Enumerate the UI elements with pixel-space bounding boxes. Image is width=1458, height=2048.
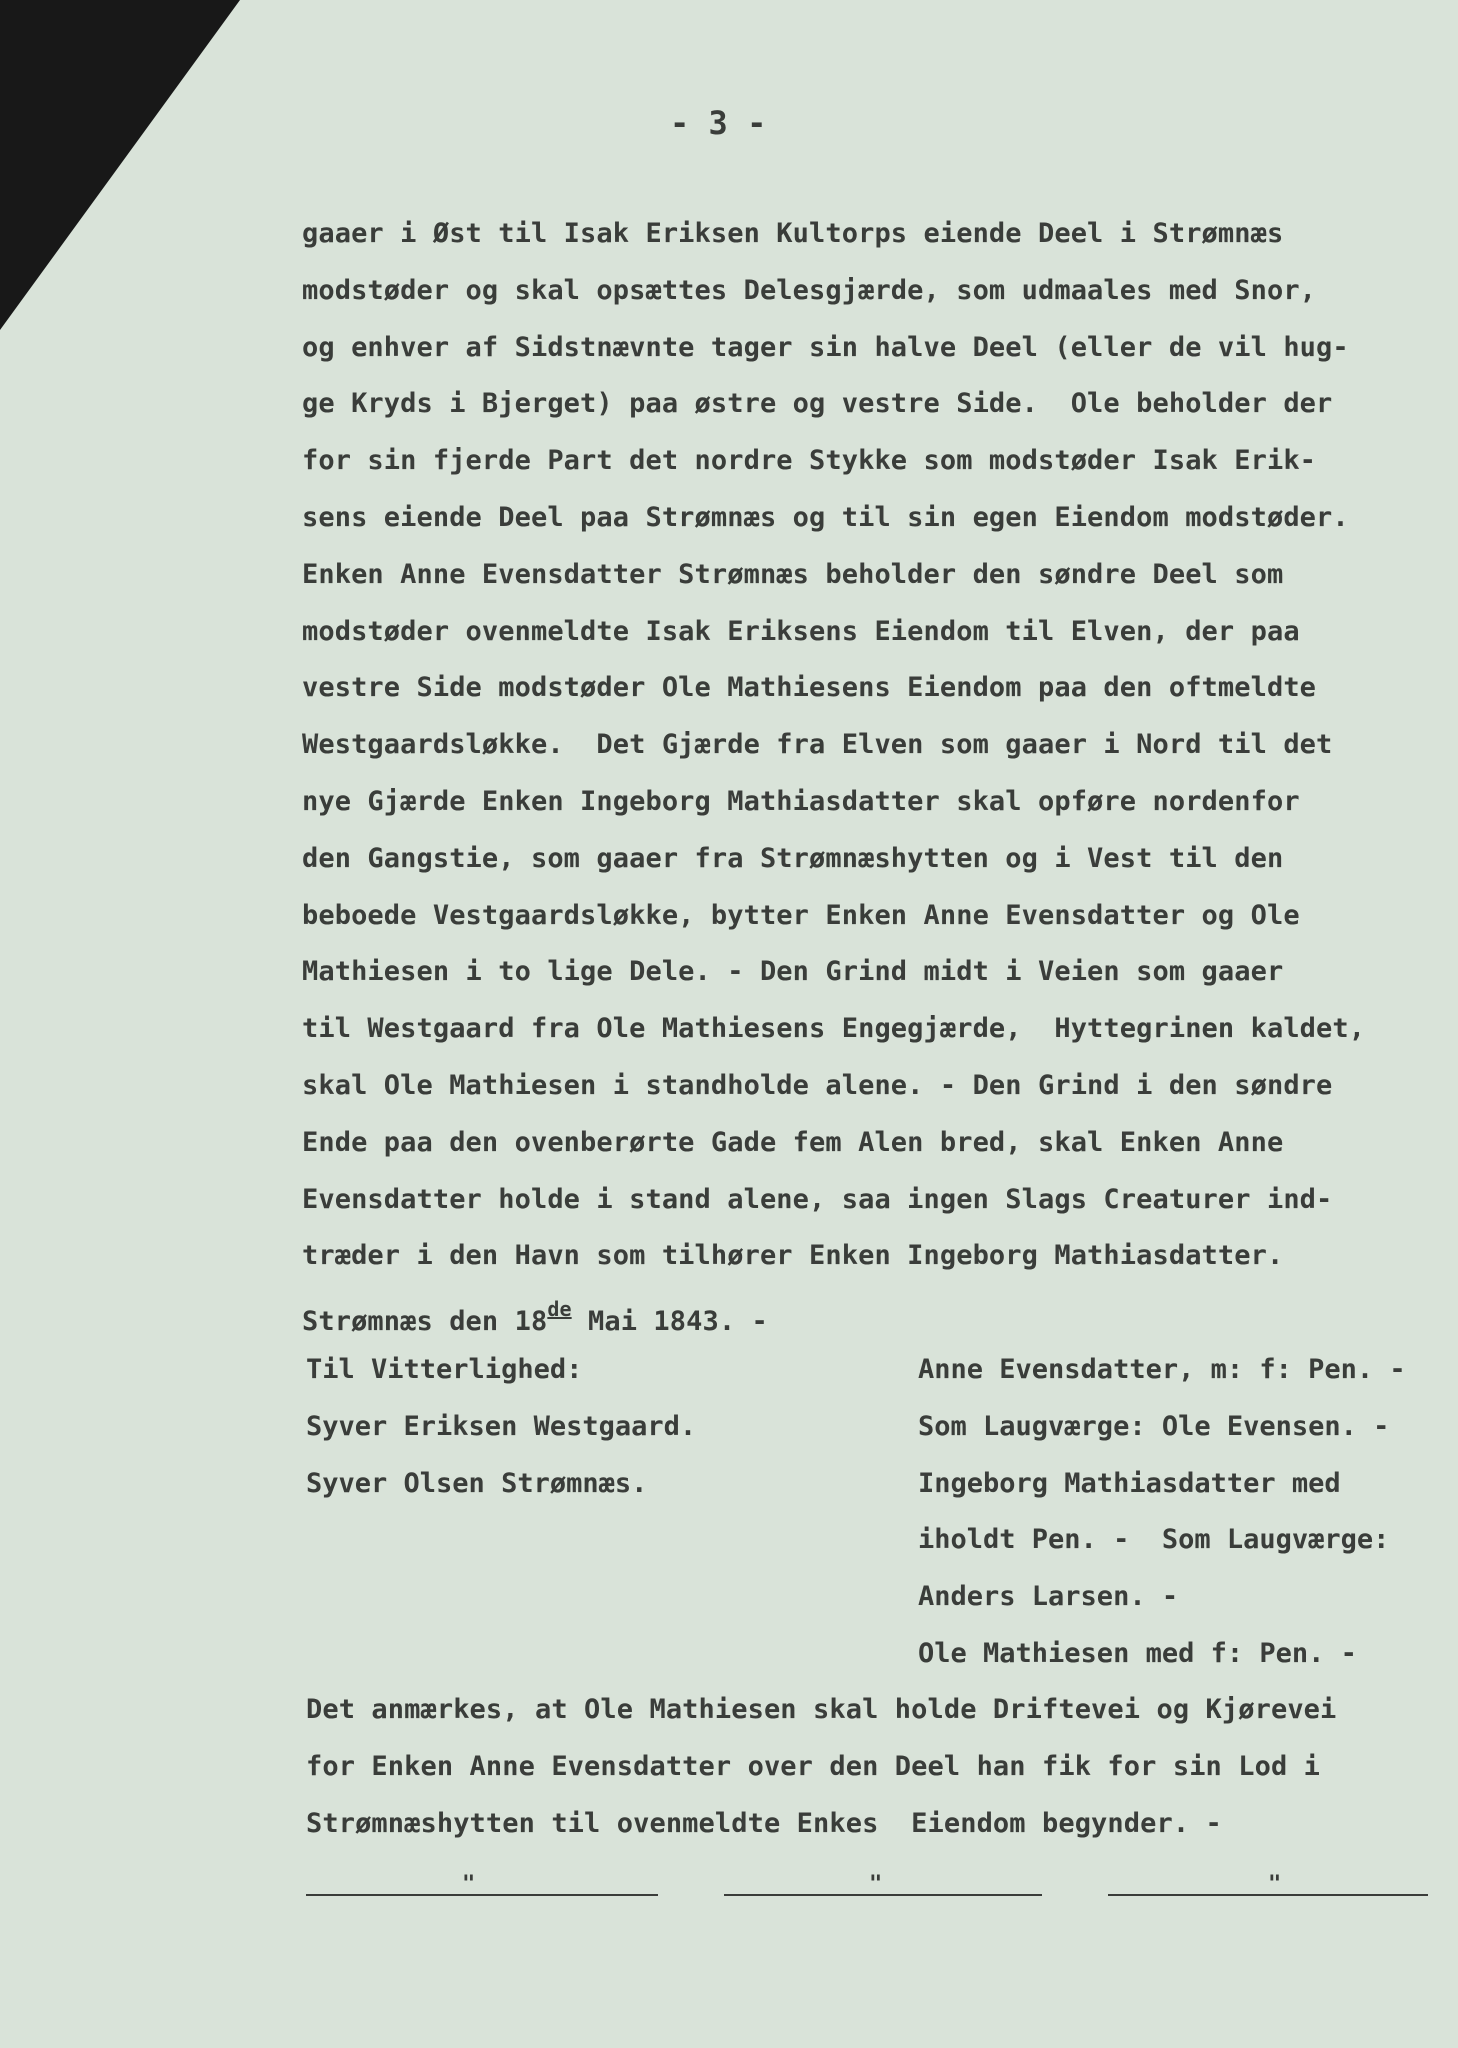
rule-with-ditto [1108,1862,1428,1896]
date-line [302,1285,1432,1342]
signatory-line: Ole Mathiesen med f: Pen. - [918,1637,1357,1669]
text-line: træder i den Havn som tilhører Enken Ingeborg Mathiasdatter. [302,1240,1284,1272]
signatory-line: Som Laugværge: Ole Evensen. - [918,1410,1390,1442]
signatories-block [918,1342,1406,1683]
text-line: vestre Side modstøder Ole Mathiesens Eiendom paa den oftmeldte [302,672,1317,704]
text-line: til Westgaard fra Ole Mathiesens Engegjærde, Hyttegrinen kaldet, [302,1013,1366,1045]
text-line: Mathiesen i to lige Dele. - Den Grind midt i Veien som gaaer [302,956,1284,988]
date-superscript: de [547,1297,572,1322]
witness-name: Syver Olsen Strømnæs. [306,1467,648,1499]
ditto-mark: " [462,1872,476,1897]
text-line: sens eiende Deel paa Strømnæs og til sin egen Eiendom modstøder. [302,501,1349,533]
witness-heading: Til Vitterlighed: [306,1354,583,1385]
text-line: Enken Anne Evensdatter Strømnæs beholder den søndre Deel som [302,558,1284,590]
ditto-mark: " [869,1872,883,1897]
signatory-line: Anders Larsen. - [918,1581,1179,1613]
witness-name: Syver Eriksen Westgaard. [306,1410,697,1442]
text-line: Evensdatter holde i stand alene, saa ingen Slags Creaturer ind- [302,1183,1333,1215]
text-line: beboede Vestgaardsløkke, bytter Enken Anne Evensdatter og Ole [302,899,1300,931]
closing-note [306,1682,1336,1852]
text-line: modstøder ovenmeldte Isak Eriksens Eiendom til Elven, der paa [302,615,1300,647]
rule-line [306,1894,658,1896]
ditto-mark: " [1268,1872,1282,1897]
text-line: Strømnæshytten til ovenmeldte Enkes Eiendom begynder. - [306,1807,1222,1839]
text-line: modstøder og skal opsættes Delesgjærde, som udmaales med Snor, [302,274,1317,306]
text-line: for Enken Anne Evensdatter over den Deel han fik for sin Lod i [306,1750,1321,1782]
page-number: - 3 - [670,104,767,142]
text-line: Det anmærkes, at Ole Mathiesen skal holde Driftevei og Kjørevei [306,1694,1337,1725]
text-line: skal Ole Mathiesen i standholde alene. - Den Grind i den søndre [302,1069,1333,1101]
signatory-line: Anne Evensdatter, m: f: Pen. - [918,1354,1406,1385]
text-line: gaaer i Øst til Isak Eriksen Kultorps eiende Deel i Strømnæs [302,218,1284,249]
rule-line [724,1894,1042,1896]
rule-with-ditto [306,1862,658,1896]
date-before: Strømnæs den 18 [302,1306,548,1338]
signatory-line: Ingeborg Mathiasdatter med [918,1467,1341,1499]
date-after: Mai 1843. - [571,1306,768,1338]
cut-corner [0,0,240,330]
text-line: ge Kryds i Bjerget) paa østre og vestre Side. Ole beholder der [302,388,1333,420]
witnesses-block [306,1342,696,1512]
text-line: Westgaardsløkke. Det Gjærde fra Elven som gaaer i Nord til det [302,729,1333,761]
text-line: Ende paa den ovenberørte Gade fem Alen bred, skal Enken Anne [302,1126,1284,1158]
text-line: den Gangstie, som gaaer fra Strømnæshytten og i Vest til den [302,842,1284,874]
rule-with-ditto [724,1862,1042,1896]
body-text [302,206,1432,1342]
text-line: nye Gjærde Enken Ingeborg Mathiasdatter skal opføre nordenfor [302,785,1300,817]
text-line: for sin fjerde Part det nordre Stykke som modstøder Isak Erik- [302,445,1317,477]
signatory-line: iholdt Pen. - Som Laugværge: [918,1524,1390,1556]
text-line: og enhver af Sidstnævnte tager sin halve Deel (eller de vil hug- [302,331,1349,363]
